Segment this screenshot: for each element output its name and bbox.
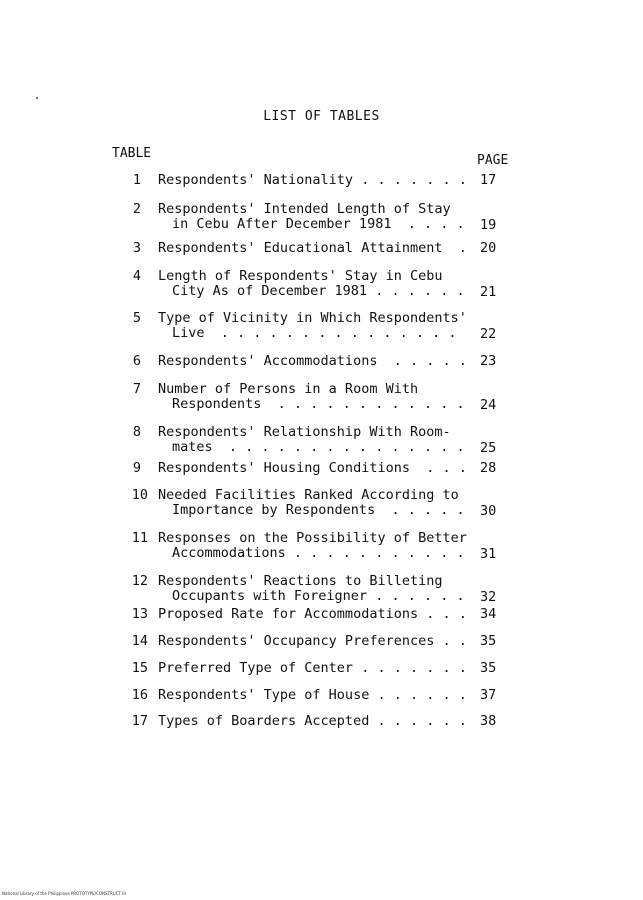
page-number: 35 [480,660,497,676]
page-number: 21 [480,284,497,300]
table-title-continued: Accommodations . . . . . . . . . . . [172,545,465,561]
page-number: 24 [480,397,497,413]
table-number: 5 [132,310,141,326]
page-title: LIST OF TABLES [263,109,380,124]
page-number: 23 [480,353,497,369]
table-number: 17 [131,713,148,729]
page-number: 20 [480,240,497,256]
table-number: 6 [132,353,141,369]
table-title: Respondents' Reactions to Billeting [158,573,443,589]
table-title: Respondents' Intended Length of Stay [158,201,451,217]
table-title-continued: Live . . . . . . . . . . . . . . . [172,325,457,341]
table-title: Type of Vicinity in Which Respondents' [158,310,467,326]
table-number: 15 [131,660,148,676]
table-title-continued: Importance by Respondents . . . . . [172,502,465,518]
table-number: 16 [131,687,148,703]
table-title: Respondents' Nationality . . . . . . . [158,172,467,188]
page-number: 37 [480,687,497,703]
page-number: 30 [480,503,497,519]
table-number: 2 [132,201,141,217]
page-number: 17 [480,172,497,188]
column-header-page: PAGE [477,153,509,168]
table-title-continued: Respondents . . . . . . . . . . . . [172,396,465,412]
scan-speck [36,97,38,99]
table-number: 12 [131,573,148,589]
table-title-continued: mates . . . . . . . . . . . . . . . [172,439,465,455]
column-header-table: TABLE [112,146,152,161]
table-title-continued: in Cebu After December 1981 . . . . [172,216,465,232]
page-number: 22 [480,326,497,342]
table-title: Preferred Type of Center . . . . . . . [158,660,467,676]
table-title: Respondents' Relationship With Room- [158,424,451,440]
table-title: Proposed Rate for Accommodations . . . [158,606,467,622]
table-title: Responses on the Possibility of Better [158,530,467,546]
table-number: 4 [132,268,141,284]
table-title-continued: City As of December 1981 . . . . . . [172,283,465,299]
page-number: 25 [480,440,497,456]
table-number: 13 [131,606,148,622]
footer-credit: National Library of the Philippines PROTOTYPE/CONSTRUCT III [2,891,126,896]
table-title: Length of Respondents' Stay in Cebu [158,268,443,284]
page-number: 31 [480,546,497,562]
table-title: Number of Persons in a Room With [158,381,419,397]
table-title: Respondents' Educational Attainment . [158,240,467,256]
page-number: 34 [480,606,497,622]
table-number: 7 [132,381,141,397]
table-title: Types of Boarders Accepted . . . . . . [158,713,467,729]
table-number: 3 [132,240,141,256]
table-number: 10 [131,487,148,503]
table-number: 11 [131,530,148,546]
table-number: 14 [131,633,148,649]
table-title-continued: Occupants with Foreigner . . . . . . [172,588,465,604]
table-number: 1 [132,172,141,188]
page-number: 38 [480,713,497,729]
page-number: 32 [480,589,497,605]
table-title: Respondents' Occupancy Preferences . . [158,633,467,649]
table-title: Needed Facilities Ranked According to [158,487,459,503]
table-title: Respondents' Housing Conditions . . . [158,460,467,476]
table-title: Respondents' Accommodations . . . . . [158,353,467,369]
page-number: 19 [480,217,497,233]
page-number: 35 [480,633,497,649]
table-title: Respondents' Type of House . . . . . . [158,687,467,703]
table-number: 9 [132,460,141,476]
page-number: 28 [480,460,497,476]
table-number: 8 [132,424,141,440]
